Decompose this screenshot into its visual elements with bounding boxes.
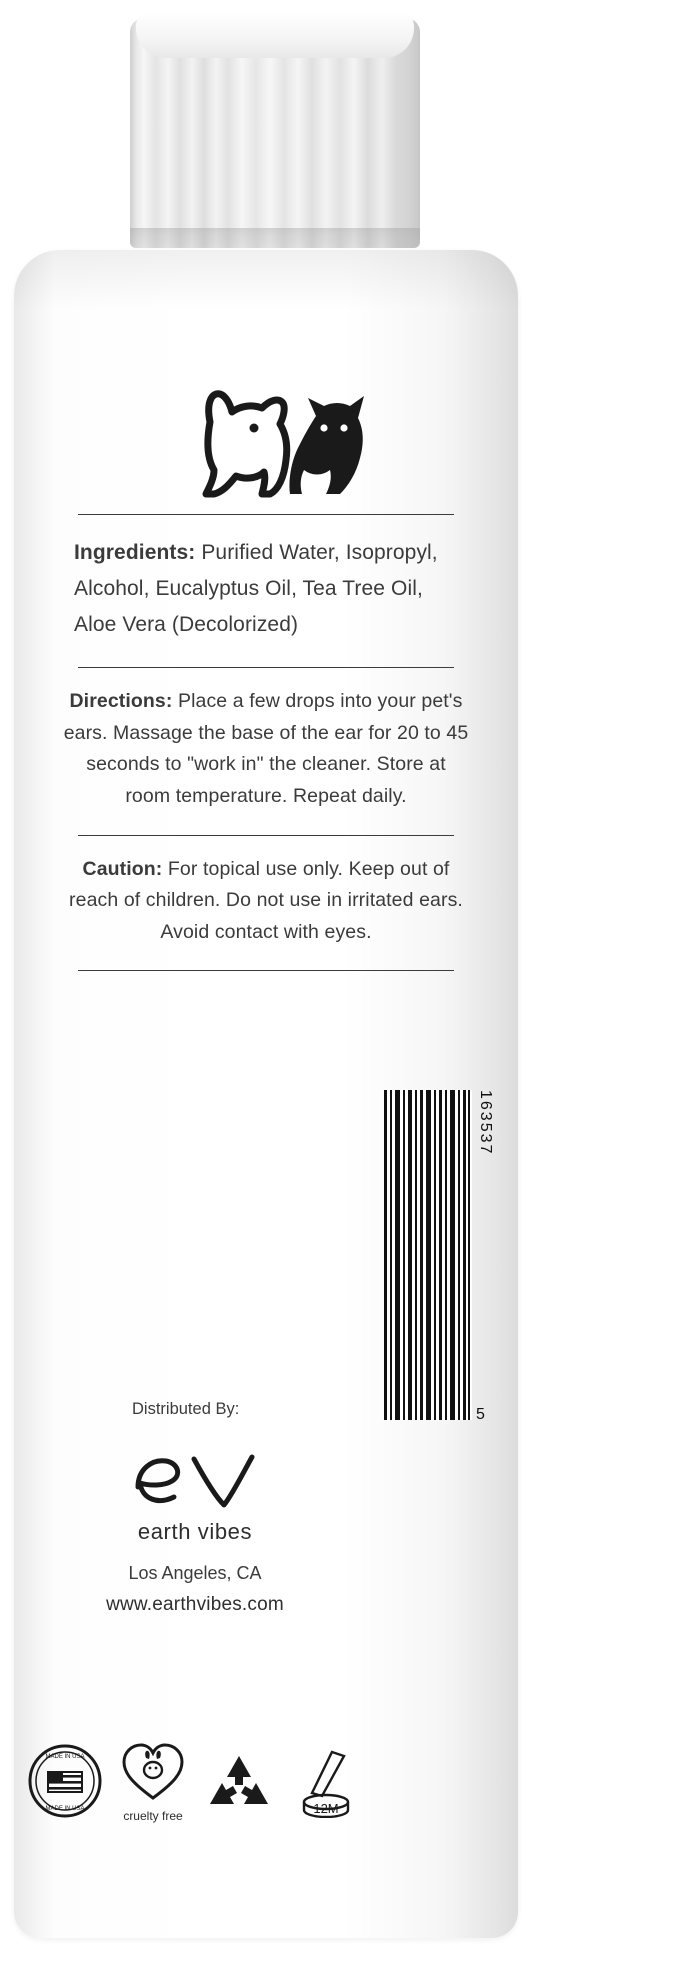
cruelty-free-icon	[120, 1740, 186, 1823]
ingredients-heading: Ingredients:	[74, 541, 196, 564]
caution-section	[60, 850, 472, 957]
ev-logo-icon	[60, 1441, 330, 1517]
recycle-icon	[204, 1752, 274, 1823]
bottle-cap-top	[136, 12, 414, 58]
barcode-digits: 163537	[477, 1090, 494, 1156]
svg-text:12M: 12M	[313, 1801, 339, 1816]
brand-website: www.earthvibes.com	[106, 1594, 284, 1615]
period-after-opening-icon	[292, 1746, 366, 1823]
directions-heading: Directions:	[69, 690, 173, 713]
brand-block	[60, 1441, 330, 1616]
distributed-by-label: Distributed By:	[132, 1400, 240, 1418]
directions-section	[60, 682, 472, 820]
barcode-lead-digit: 5	[476, 1406, 485, 1423]
ingredients-section	[60, 529, 472, 653]
divider-after-directions	[78, 835, 454, 836]
label-footer	[60, 1400, 510, 1616]
cruelty-free-caption: cruelty free	[123, 1809, 183, 1823]
dog-and-cat-icon	[60, 380, 472, 500]
product-label	[60, 380, 472, 985]
directions-text: Place a few drops into your pet's ears. Massage the base of the ear for 20 to 45 seconds to "work in" the cleaner. Store at room temperature. Repeat daily.	[63, 690, 469, 808]
divider-after-caution	[78, 970, 454, 971]
ingredients-text: Purified Water, Isopropyl, Alcohol, Eucalyptus Oil, Tea Tree Oil, Aloe Vera (Decolorized)	[74, 541, 438, 637]
barcode-icon	[380, 1090, 472, 1420]
cap-shadow	[130, 228, 420, 250]
divider-after-ingredients	[78, 667, 454, 668]
bottle-neck-shading	[14, 250, 518, 310]
made-in-usa-icon	[28, 1744, 102, 1823]
divider-top	[78, 514, 454, 515]
barcode-block	[380, 1090, 500, 1423]
svg-text:MADE IN USA: MADE IN USA	[45, 1806, 85, 1812]
brand-city: Los Angeles, CA	[128, 1563, 262, 1583]
caution-heading: Caution:	[82, 857, 163, 880]
caution-text: For topical use only. Keep out of reach of children. Do not use in irritated ears. Avoid contact with eyes.	[69, 857, 463, 943]
svg-text:MADE IN USA: MADE IN USA	[45, 1754, 85, 1760]
certification-icon-row	[28, 1740, 368, 1823]
brand-name: earth vibes	[137, 1519, 253, 1544]
